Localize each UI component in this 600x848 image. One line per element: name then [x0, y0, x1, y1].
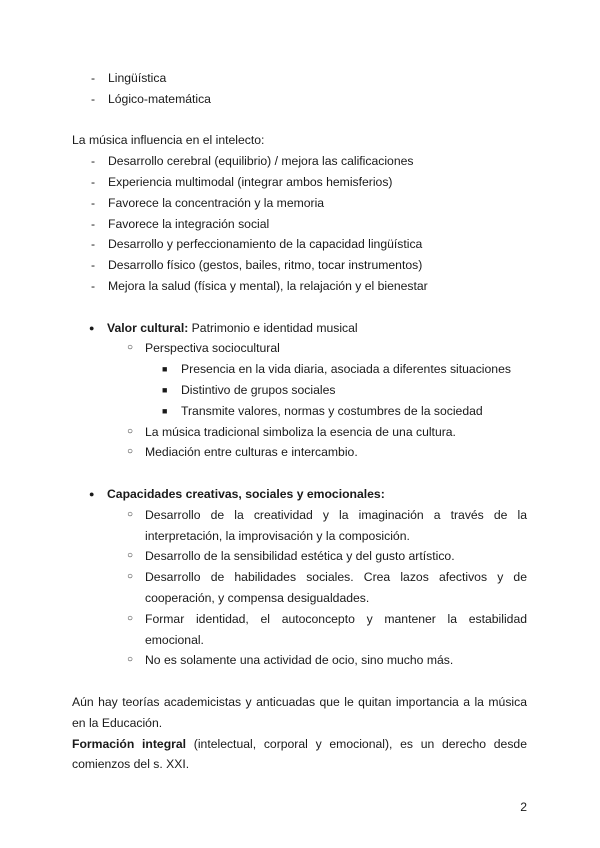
list-item: ■ Transmite valores, normas y costumbres de la sociedad: [72, 401, 527, 422]
creative-list: [72, 505, 527, 671]
list-item: - Desarrollo físico (gestos, bailes, ritmo, tocar instrumentos): [72, 255, 527, 276]
closing-paragraph-2: [72, 734, 527, 776]
intro-list: [72, 68, 527, 110]
list-item: ○ Desarrollo de la creatividad y la imaginación a través de la interpretación, la improvisación y la composición.: [72, 505, 527, 547]
list-item: ■ Distintivo de grupos sociales: [72, 380, 527, 401]
perspective-list: [72, 359, 527, 421]
list-item: ■ Presencia en la vida diaria, asociada a diferentes situaciones: [72, 359, 527, 380]
cultural-sublist-2: [72, 422, 527, 464]
closing-paragraph-2-text: (intelectual, corporal y emocional), es un derecho desde comienzos del s. XXI.: [72, 736, 527, 772]
cultural-sublist: [72, 338, 527, 359]
cultural-heading: [72, 318, 527, 339]
list-item: ○ Formar identidad, el autoconcepto y mantener la estabilidad emocional.: [72, 609, 527, 651]
list-item: ○ No es solamente una actividad de ocio, sino mucho más.: [72, 650, 527, 671]
influence-list: [72, 151, 527, 297]
list-item: - Mejora la salud (física y mental), la relajación y el bienestar: [72, 276, 527, 297]
document-page: [72, 68, 527, 775]
cultural-title: Valor cultural:: [107, 320, 189, 335]
list-item: - Lógico-matemática: [72, 89, 527, 110]
cultural-desc: Patrimonio e identidad musical: [188, 320, 358, 335]
list-item: - Favorece la concentración y la memoria: [72, 193, 527, 214]
creative-section: [72, 484, 527, 505]
list-item: ○ Desarrollo de habilidades sociales. Crea lazos afectivos y de cooperación, y compensa desigualdades.: [72, 567, 527, 609]
creative-title: ● Capacidades creativas, sociales y emocionales:: [72, 484, 527, 505]
cultural-section: [72, 318, 527, 339]
list-item: ○ Perspectiva sociocultural: [72, 338, 527, 359]
list-item: ○ Desarrollo de la sensibilidad estética y del gusto artístico.: [72, 546, 527, 567]
closing-paragraph-1: Aún hay teorías academicistas y anticuadas que le quitan importancia a la música en la Educación.: [72, 694, 527, 730]
list-item: - Favorece la integración social: [72, 214, 527, 235]
formacion-integral-term: Formación integral: [72, 736, 187, 751]
influence-heading: La música influencia en el intelecto:: [72, 133, 265, 148]
list-item: ○ La música tradicional simboliza la esencia de una cultura.: [72, 422, 527, 443]
list-item: ○ Mediación entre culturas e intercambio.: [72, 442, 527, 463]
list-item: - Desarrollo y perfeccionamiento de la capacidad lingüística: [72, 234, 527, 255]
list-item: - Experiencia multimodal (integrar ambos hemisferios): [72, 172, 527, 193]
list-item: - Lingüística: [72, 68, 527, 89]
page-number: 2: [520, 800, 527, 814]
list-item: - Desarrollo cerebral (equilibrio) / mejora las calificaciones: [72, 151, 527, 172]
